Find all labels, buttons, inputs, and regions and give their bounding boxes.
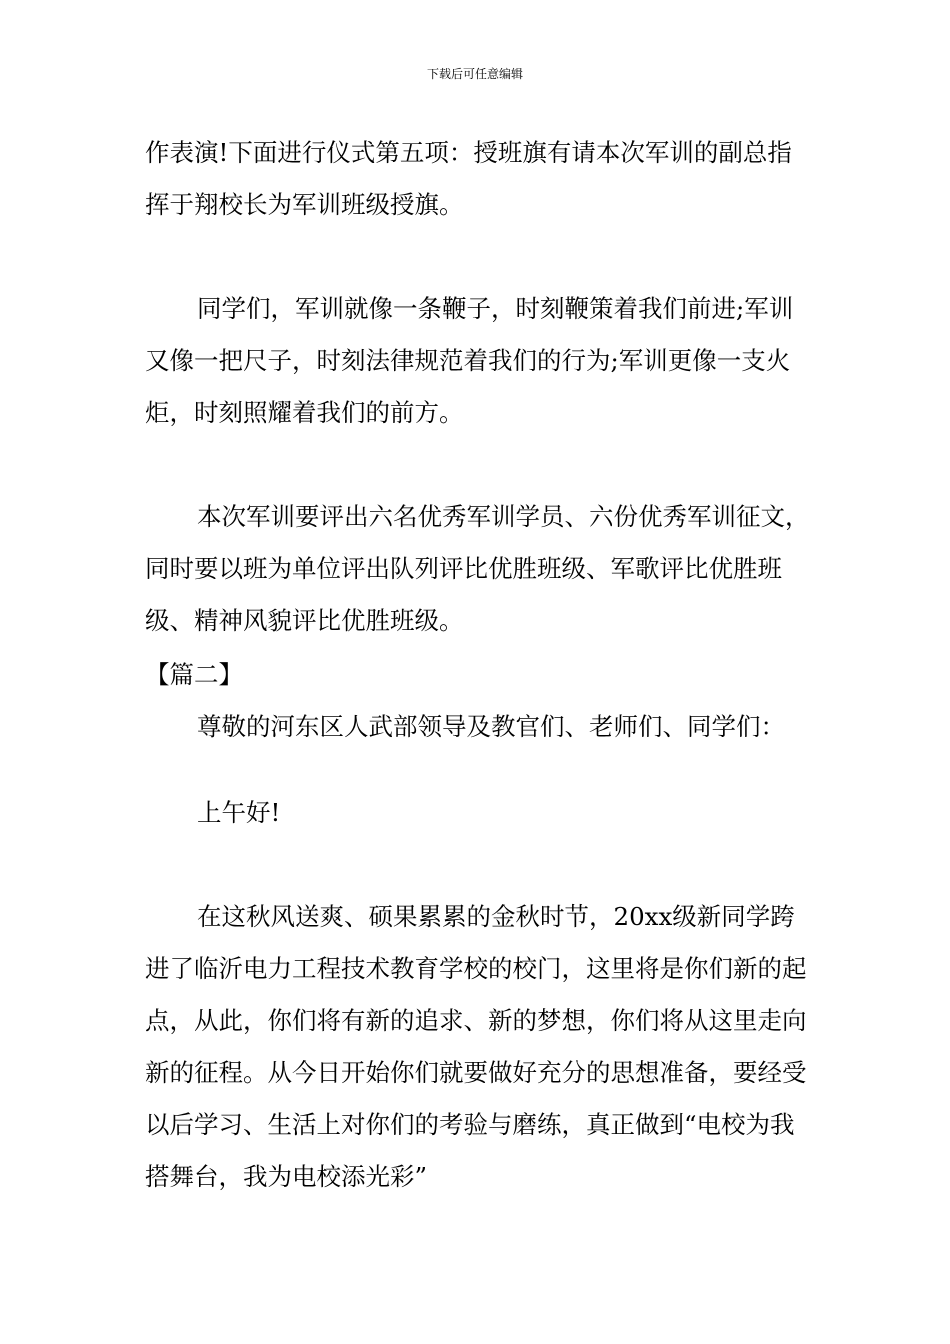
salutation: 尊敬的河东区人武部领导及教官们、老师们、同学们：	[197, 712, 785, 741]
paragraph-1: 作表演!下面进行仪式第五项：授班旗有请本次军训的副总指挥于翔校长为军训班级授旗。	[145, 138, 792, 219]
document-body	[145, 127, 813, 1203]
paragraph-6: 在这秋风送爽、硕果累累的金秋时节，20xx级新同学跨进了临沂电力工程技术教育学校的校门，这里将是你们新的起点，从此，你们将有新的追求、新的梦想，你们将从这里走向新的征程。从今日开始你们就要做好充分的思想准备，要经受以后学习、生活上对你们的考验与磨练，真正做到“电校为我搭舞台，我为电校添光彩”	[145, 902, 807, 1191]
section-heading: 【篇二】	[145, 660, 243, 689]
greeting: 上午好!	[197, 798, 281, 827]
paragraph-2: 同学们，军训就像一条鞭子，时刻鞭策着我们前进;军训又像一把尺子，时刻法律规范着我们的行为;军训更像一支火炬，时刻照耀着我们的前方。	[145, 294, 794, 427]
page-header: 下载后可任意编辑	[426, 67, 523, 81]
paragraph-3: 本次军训要评出六名优秀军训学员、六份优秀军训征文，同时要以班为单位评出队列评比优胜班级、军歌评比优胜班级、精神风貌评比优胜班级。	[145, 502, 810, 635]
